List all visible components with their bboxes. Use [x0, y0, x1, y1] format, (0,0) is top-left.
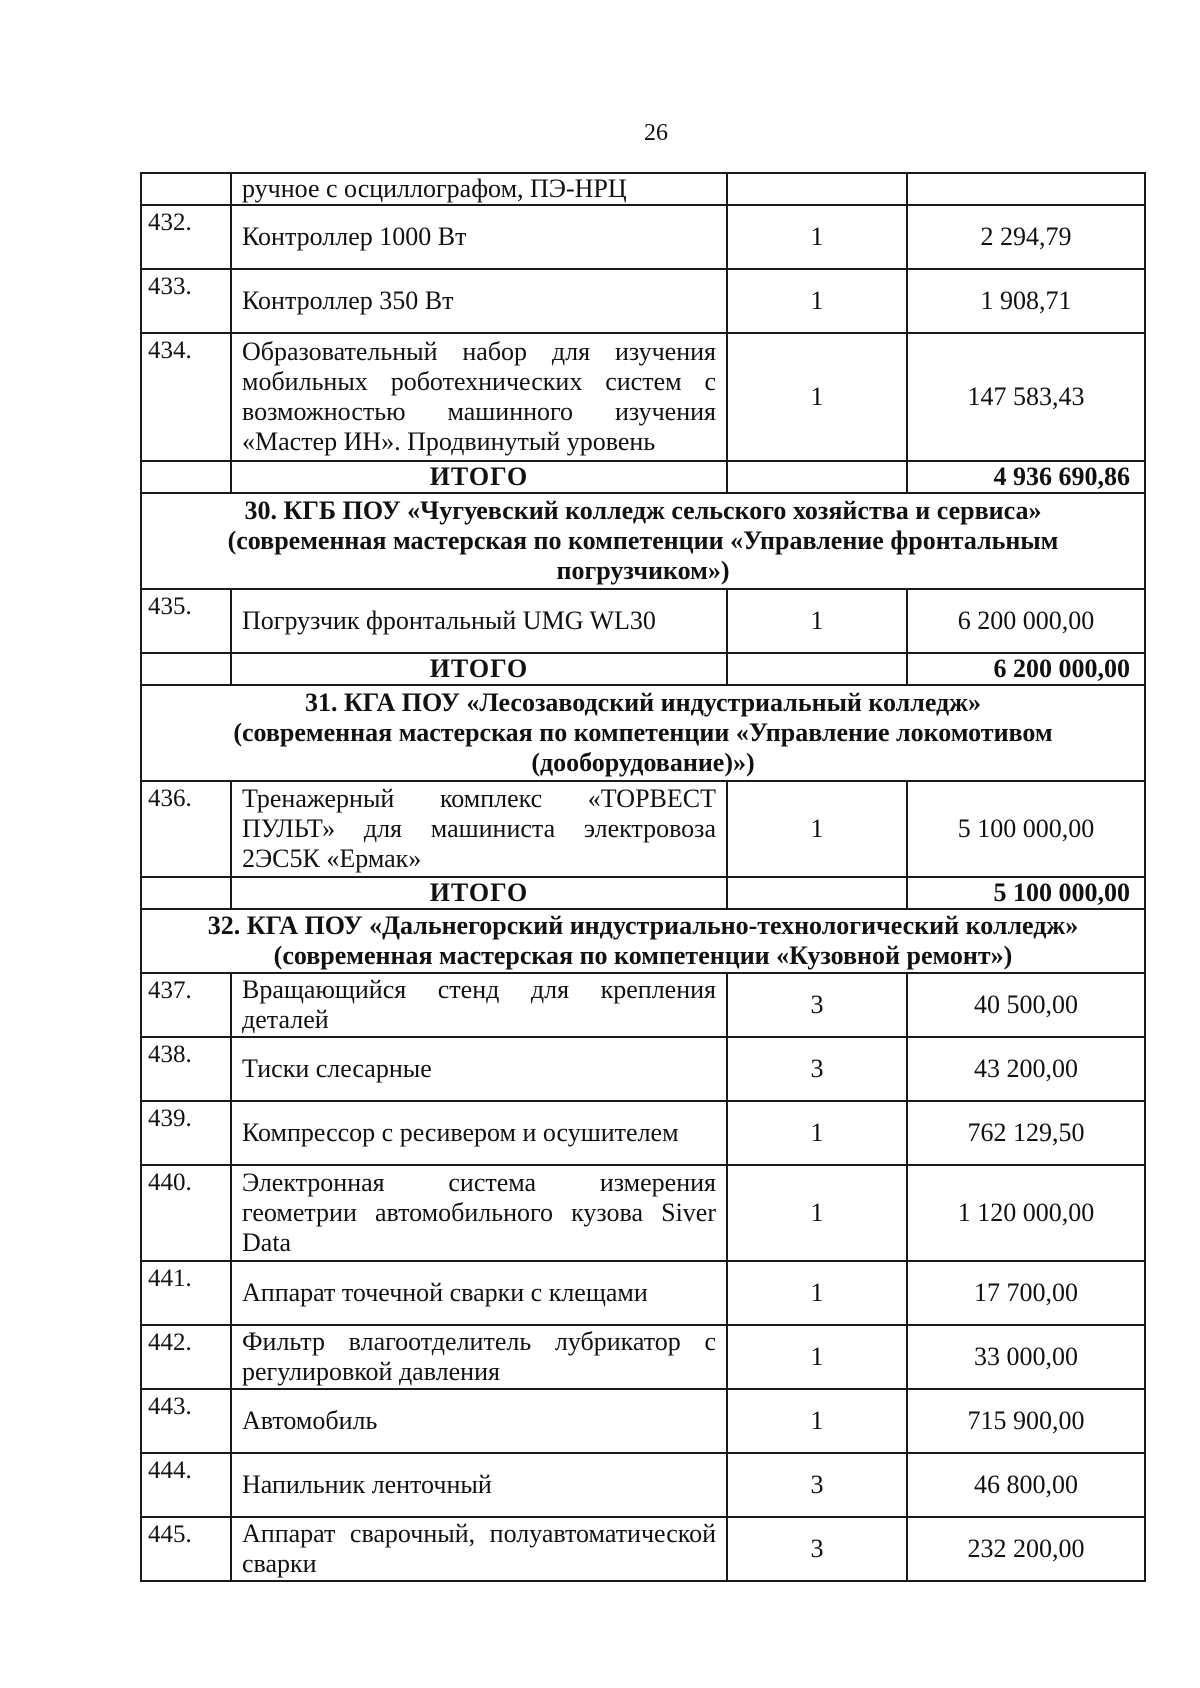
table-row	[141, 333, 1145, 461]
item-name: Компрессор с ресивером и осушителем	[231, 1101, 727, 1165]
section-subtitle: (современная мастерская по компетенции «Кузовной ремонт»)	[273, 941, 1013, 970]
total-row	[141, 653, 1145, 685]
row-number: 443.	[141, 1389, 231, 1453]
item-price: 1 908,71	[907, 269, 1145, 333]
table-row	[141, 1325, 1145, 1389]
item-name: Контроллер 1000 Вт	[231, 205, 727, 269]
item-quantity: 1	[727, 1165, 907, 1261]
equipment-table-body	[141, 173, 1145, 1581]
item-name: Тренажерный комплекс «ТОРВЕСТ ПУЛЬТ» для машиниста электровоза 2ЭС5К «Ермак»	[231, 781, 727, 877]
row-number: 438.	[141, 1037, 231, 1101]
section-subtitle: (современная мастерская по компетенции «Управление фронтальным погрузчиком»)	[227, 526, 1059, 585]
section-title: 30. КГБ ПОУ «Чугуевский колледж сельского хозяйства и сервиса»	[244, 496, 1042, 525]
total-amount: 4 936 690,86	[907, 461, 1145, 493]
section-title: 31. КГА ПОУ «Лесозаводский индустриальный колледж»	[304, 688, 982, 717]
item-name: Контроллер 350 Вт	[231, 269, 727, 333]
item-quantity: 1	[727, 1389, 907, 1453]
section-header-row	[141, 909, 1145, 973]
row-number: 444.	[141, 1453, 231, 1517]
total-label: ИТОГО	[231, 653, 727, 685]
item-quantity: 1	[727, 1101, 907, 1165]
item-quantity: 1	[727, 205, 907, 269]
table-row	[141, 589, 1145, 653]
item-name: Электронная система измерения геометрии автомобильного кузова Siver Data	[231, 1165, 727, 1261]
total-empty-cell	[727, 877, 907, 909]
total-empty-cell	[141, 877, 231, 909]
table-row	[141, 1453, 1145, 1517]
total-empty-cell	[727, 461, 907, 493]
row-number: 439.	[141, 1101, 231, 1165]
table-row	[141, 781, 1145, 877]
item-quantity: 1	[727, 333, 907, 461]
table-row	[141, 173, 1145, 205]
row-number: 436.	[141, 781, 231, 877]
row-number: 435.	[141, 589, 231, 653]
item-price: 232 200,00	[907, 1517, 1145, 1581]
item-quantity: 1	[727, 1325, 907, 1389]
total-label: ИТОГО	[231, 877, 727, 909]
table-row	[141, 1037, 1145, 1101]
item-name: Погрузчик фронтальный UMG WL30	[231, 589, 727, 653]
item-price: 2 294,79	[907, 205, 1145, 269]
item-name: Тиски слесарные	[231, 1037, 727, 1101]
item-name: Аппарат точечной сварки с клещами	[231, 1261, 727, 1325]
total-empty-cell	[141, 653, 231, 685]
item-quantity: 1	[727, 1261, 907, 1325]
item-price: 1 120 000,00	[907, 1165, 1145, 1261]
total-row	[141, 461, 1145, 493]
item-name: Фильтр влагоотделитель лубрикатор с регулировкой давления	[231, 1325, 727, 1389]
equipment-table	[140, 172, 1146, 1582]
item-price: 147 583,43	[907, 333, 1145, 461]
table-row	[141, 205, 1145, 269]
section-title: 32. КГА ПОУ «Дальнегорский индустриально-технологический колледж»	[207, 911, 1079, 940]
page-number: 26	[644, 120, 668, 146]
item-name: Автомобиль	[231, 1389, 727, 1453]
item-quantity: 1	[727, 269, 907, 333]
item-price: 33 000,00	[907, 1325, 1145, 1389]
total-row	[141, 877, 1145, 909]
item-price: 43 200,00	[907, 1037, 1145, 1101]
section-header	[141, 685, 1145, 781]
item-quantity: 1	[727, 781, 907, 877]
table-row	[141, 1101, 1145, 1165]
row-number: 442.	[141, 1325, 231, 1389]
row-number: 440.	[141, 1165, 231, 1261]
item-price: 762 129,50	[907, 1101, 1145, 1165]
item-price	[907, 173, 1145, 205]
item-price: 46 800,00	[907, 1453, 1145, 1517]
section-header	[141, 493, 1145, 589]
section-header-row	[141, 493, 1145, 589]
item-name: Напильник ленточный	[231, 1453, 727, 1517]
total-empty-cell	[141, 461, 231, 493]
table-row	[141, 1165, 1145, 1261]
section-subtitle: (современная мастерская по компетенции «Управление локомотивом (дооборудование)»)	[233, 718, 1053, 777]
table-row	[141, 973, 1145, 1037]
item-name: Вращающийся стенд для крепления деталей	[231, 973, 727, 1037]
item-quantity: 3	[727, 1517, 907, 1581]
row-number: 432.	[141, 205, 231, 269]
total-label: ИТОГО	[231, 461, 727, 493]
row-number: 433.	[141, 269, 231, 333]
row-number: 445.	[141, 1517, 231, 1581]
item-quantity: 3	[727, 1453, 907, 1517]
item-price: 6 200 000,00	[907, 589, 1145, 653]
item-price: 715 900,00	[907, 1389, 1145, 1453]
total-amount: 6 200 000,00	[907, 653, 1145, 685]
row-number: 441.	[141, 1261, 231, 1325]
table-row	[141, 269, 1145, 333]
total-amount: 5 100 000,00	[907, 877, 1145, 909]
section-header	[141, 909, 1145, 973]
item-quantity: 3	[727, 973, 907, 1037]
item-price: 40 500,00	[907, 973, 1145, 1037]
item-quantity	[727, 173, 907, 205]
total-empty-cell	[727, 653, 907, 685]
section-header-row	[141, 685, 1145, 781]
item-quantity: 3	[727, 1037, 907, 1101]
item-name: Аппарат сварочный, полуавтоматической сварки	[231, 1517, 727, 1581]
row-number: 437.	[141, 973, 231, 1037]
row-number	[141, 173, 231, 205]
table-row	[141, 1261, 1145, 1325]
item-price: 5 100 000,00	[907, 781, 1145, 877]
row-number: 434.	[141, 333, 231, 461]
item-name: Образовательный набор для изучения мобильных роботехнических систем с возможностью машинного изучения «Мастер ИН». Продвинутый уровень	[231, 333, 727, 461]
table-row	[141, 1517, 1145, 1581]
item-quantity: 1	[727, 589, 907, 653]
table-row	[141, 1389, 1145, 1453]
item-name: ручное с осциллографом, ПЭ-НРЦ	[231, 173, 727, 205]
item-price: 17 700,00	[907, 1261, 1145, 1325]
